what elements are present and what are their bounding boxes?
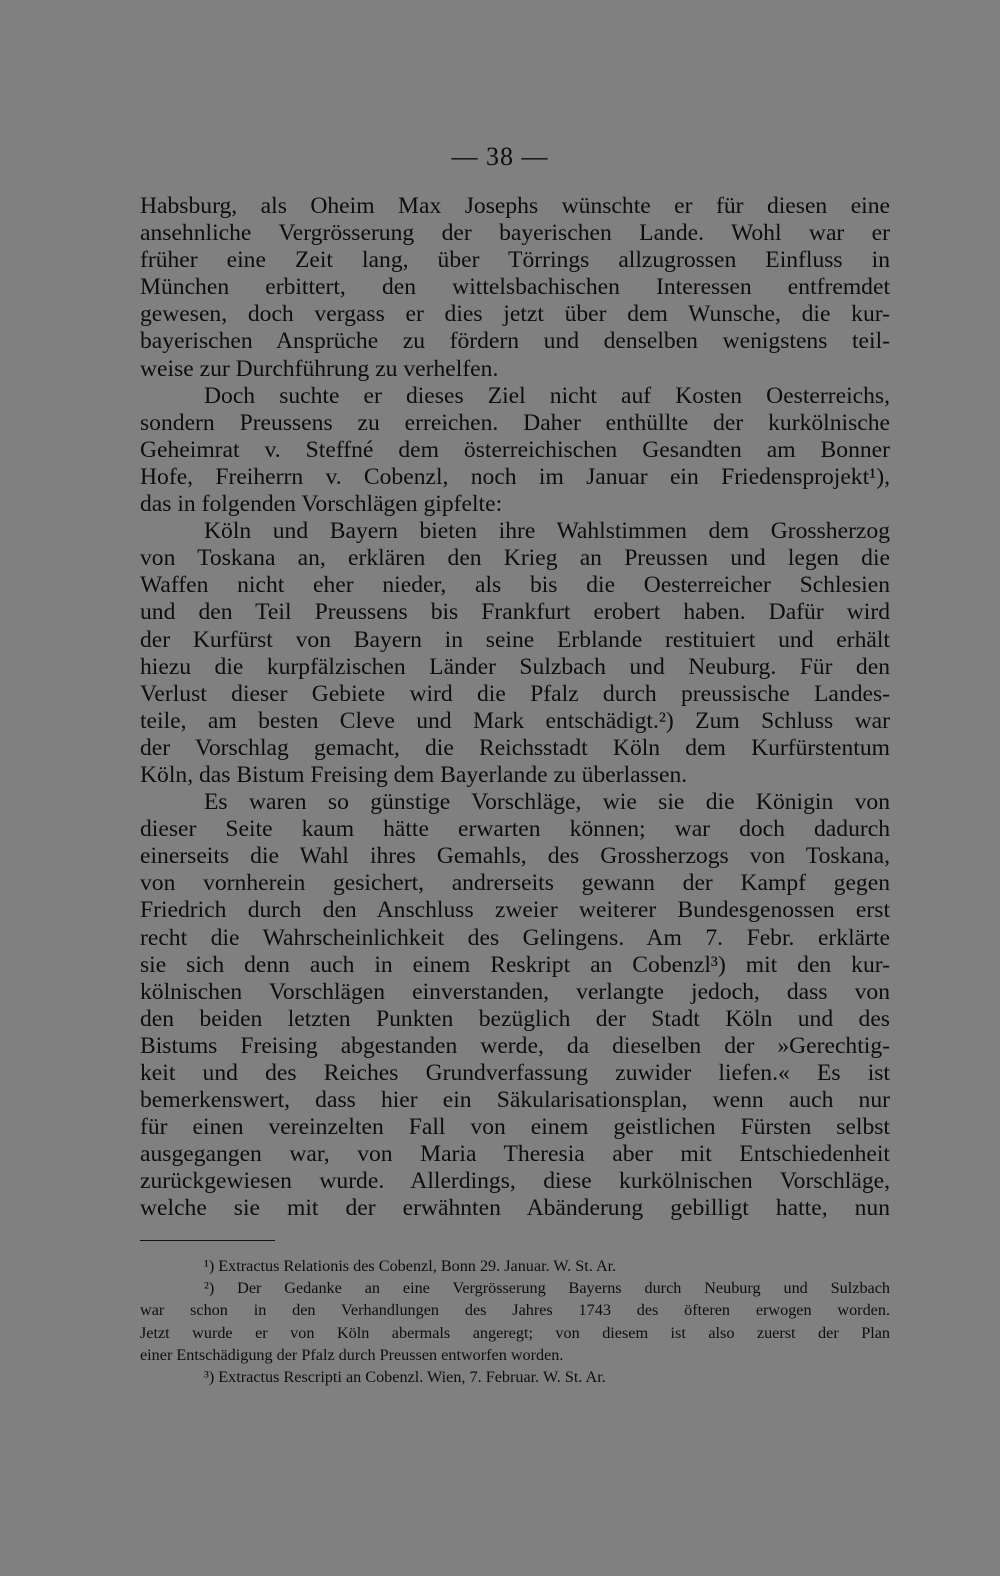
footnote-line: ¹) Extractus Relationis des Cobenzl, Bonn 29. Januar. W. St. Ar. <box>204 1257 617 1275</box>
text-line: von vornherein gesichert, andrerseits gewann der Kampf gegen <box>140 870 890 897</box>
text-line: gewesen, doch vergass er dies jetzt über dem Wunsche, die kur- <box>140 301 890 328</box>
text-line: für einen vereinzelten Fall von einem geistlichen Fürsten selbst <box>140 1114 890 1141</box>
text-line: von Toskana an, erklären den Krieg an Preussen und legen die <box>140 545 890 572</box>
footnote-line: ²) Der Gedanke an eine Vergrösserung Bayerns durch Neuburg und Sulzbach <box>204 1279 890 1298</box>
text-line: zurückgewiesen wurde. Allerdings, diese kurkölnischen Vorschläge, <box>140 1168 890 1195</box>
page-number: — 38 — <box>451 142 549 171</box>
footnote-line: Jetzt wurde er von Köln abermals angeregt; von diesem ist also zuerst der Plan <box>140 1323 890 1342</box>
text-line: sondern Preussens zu erreichen. Daher enthüllte der kurkölnische <box>140 409 890 436</box>
footnote-line: einer Entschädigung der Pfalz durch Preussen entworfen worden. <box>140 1345 564 1364</box>
text-line: dieser Seite kaum hätte erwarten können; war doch dadurch <box>140 816 890 843</box>
text-line: Es waren so günstige Vorschläge, wie sie die Königin von <box>204 789 890 816</box>
text-line: teile, am besten Cleve und Mark entschädigt.²) Zum Schluss war <box>140 707 890 734</box>
footnote-line: war schon in den Verhandlungen des Jahres 1743 des öfteren erwogen worden. <box>140 1301 890 1320</box>
text-line: der Vorschlag gemacht, die Reichsstadt Köln dem Kurfürstentum <box>140 734 890 761</box>
text-line: Hofe, Freiherrn v. Cobenzl, noch im Januar ein Friedensprojekt¹), <box>140 463 890 490</box>
text-line: das in folgenden Vorschlägen gipfelte: <box>140 491 503 518</box>
text-line: kölnischen Vorschlägen einverstanden, verlangte jedoch, dass von <box>140 978 890 1005</box>
body-text <box>140 193 890 1223</box>
text-line: keit und des Reiches Grundverfassung zuwider liefen.« Es ist <box>140 1060 890 1086</box>
text-line: der Kurfürst von Bayern in seine Erblande restituiert und erhält <box>140 626 890 653</box>
text-line: früher eine Zeit lang, über Törrings allzugrossen Einfluss in <box>140 247 890 274</box>
text-line: ausgegangen war, von Maria Theresia aber mit Entschiedenheit <box>140 1141 890 1168</box>
text-line: Verlust dieser Gebiete wird die Pfalz durch preussische Landes- <box>140 680 890 707</box>
text-line: Waffen nicht eher nieder, als bis die Oesterreicher Schlesien <box>140 572 890 599</box>
footnote-divider <box>140 1240 275 1241</box>
text-line: bayerischen Ansprüche zu fördern und denselben wenigstens teil- <box>140 328 890 355</box>
text-line: bemerkenswert, dass hier ein Säkularisationsplan, wenn auch nur <box>140 1087 890 1114</box>
text-line: Köln, das Bistum Freising dem Bayerlande zu überlassen. <box>140 761 688 788</box>
text-line: Bistums Freising abgestanden werde, da dieselben der »Gerechtig- <box>140 1032 890 1059</box>
text-line: Doch suchte er dieses Ziel nicht auf Kosten Oesterreichs, <box>204 382 890 409</box>
footnotes <box>140 1255 890 1388</box>
text-line: Friedrich durch den Anschluss zweier weiterer Bundesgenossen erst <box>140 897 890 924</box>
text-line: Köln und Bayern bieten ihre Wahlstimmen dem Grossherzog <box>204 518 890 545</box>
text-line: den beiden letzten Punkten bezüglich der Stadt Köln und des <box>140 1005 890 1032</box>
text-line: welche sie mit der erwähnten Abänderung gebilligt hatte, nun <box>140 1195 890 1222</box>
text-line: einerseits die Wahl ihres Gemahls, des Grossherzogs von Toskana, <box>140 843 890 870</box>
text-line: und den Teil Preussens bis Frankfurt erobert haben. Dafür wird <box>140 599 890 626</box>
text-line: München erbittert, den wittelsbachischen Interessen entfremdet <box>140 274 890 301</box>
text-line: recht die Wahrscheinlichkeit des Gelingens. Am 7. Febr. erklärte <box>140 924 890 951</box>
text-line: Habsburg, als Oheim Max Josephs wünschte er für diesen eine <box>140 193 890 219</box>
text-line: ansehnliche Vergrösserung der bayerischen Lande. Wohl war er <box>140 220 890 247</box>
text-line: weise zur Durchführung zu verhelfen. <box>140 355 499 382</box>
text-line: Geheimrat v. Steffné dem österreichischen Gesandten am Bonner <box>140 436 890 463</box>
text-line: hiezu die kurpfälzischen Länder Sulzbach und Neuburg. Für den <box>140 653 890 680</box>
footnote-line: ³) Extractus Rescripti an Cobenzl. Wien, 7. Februar. W. St. Ar. <box>204 1368 606 1387</box>
text-line: sie sich denn auch in einem Reskript an Cobenzl³) mit den kur- <box>140 951 890 978</box>
